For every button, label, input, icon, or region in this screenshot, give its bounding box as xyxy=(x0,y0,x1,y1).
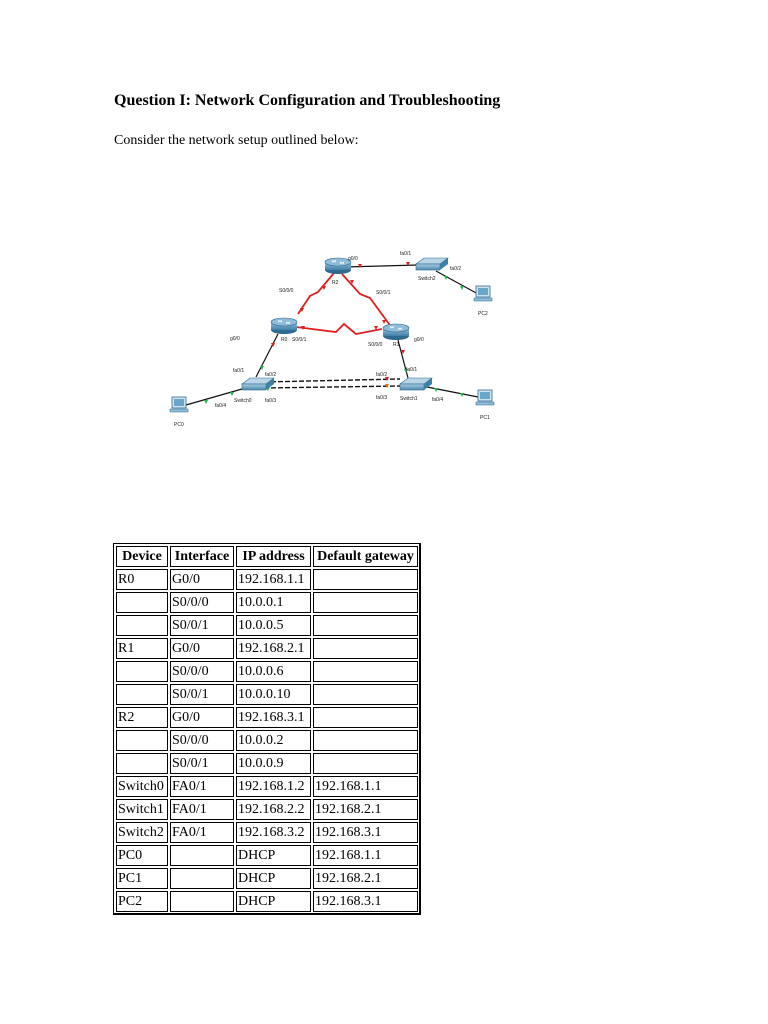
cell-default-gateway xyxy=(313,661,418,682)
table-header-row xyxy=(116,546,418,567)
table-row xyxy=(116,707,418,728)
cell-default-gateway xyxy=(313,638,418,659)
cell-ip-address: 192.168.1.1 xyxy=(236,569,311,590)
label-pc2: PC2 xyxy=(478,311,488,317)
header-device: Device xyxy=(116,546,168,567)
cell-device: Switch2 xyxy=(116,822,168,843)
cell-ip-address: 192.168.2.1 xyxy=(236,638,311,659)
table-row xyxy=(116,891,418,912)
table-row xyxy=(116,569,418,590)
cell-ip-address: 192.168.1.2 xyxy=(236,776,311,797)
label-switch1: Switch1 xyxy=(400,396,418,402)
link-sw0-sw1-fa03 xyxy=(264,386,400,388)
cell-ip-address: 10.0.0.6 xyxy=(236,661,311,682)
port-down-marker xyxy=(382,320,386,324)
cell-device xyxy=(116,615,168,636)
pc0-icon[interactable] xyxy=(170,397,188,412)
links xyxy=(186,265,478,405)
table-row xyxy=(116,661,418,682)
cell-ip-address: 10.0.0.2 xyxy=(236,730,311,751)
cell-default-gateway: 192.168.1.1 xyxy=(313,845,418,866)
cell-interface: S0/0/0 xyxy=(170,730,234,751)
cell-interface xyxy=(170,868,234,889)
serial-link-r2-r0 xyxy=(298,273,334,314)
label-pc1: PC1 xyxy=(480,415,490,421)
cell-default-gateway: 192.168.2.1 xyxy=(313,868,418,889)
cell-device xyxy=(116,730,168,751)
port-label: fa0/1 xyxy=(400,251,412,257)
cell-ip-address: DHCP xyxy=(236,868,311,889)
link-r2-switch2 xyxy=(344,265,418,267)
label-switch2: Switch2 xyxy=(418,276,436,282)
pc2-icon[interactable] xyxy=(474,286,492,301)
cell-default-gateway: 192.168.2.1 xyxy=(313,799,418,820)
port-up-marker xyxy=(204,400,208,404)
port-label: fa0/3 xyxy=(265,398,277,404)
cell-interface: S0/0/1 xyxy=(170,615,234,636)
port-label: g0/0 xyxy=(230,336,240,342)
cell-device: R0 xyxy=(116,569,168,590)
pc1-icon[interactable] xyxy=(476,390,494,405)
port-label: fa0/2 xyxy=(450,266,462,272)
port-label: fa0/4 xyxy=(432,397,444,403)
cell-interface: S0/0/0 xyxy=(170,592,234,613)
cell-default-gateway: 192.168.3.1 xyxy=(313,822,418,843)
port-up-marker xyxy=(444,276,448,280)
port-label: fa0/4 xyxy=(215,403,227,409)
cell-ip-address: DHCP xyxy=(236,845,311,866)
table-row xyxy=(116,638,418,659)
cell-interface: G0/0 xyxy=(170,638,234,659)
cell-interface: G0/0 xyxy=(170,569,234,590)
table-row xyxy=(116,776,418,797)
label-r0: R0 xyxy=(281,337,288,343)
cell-ip-address: 10.0.0.9 xyxy=(236,753,311,774)
cell-device xyxy=(116,592,168,613)
cell-default-gateway xyxy=(313,615,418,636)
cell-ip-address: 10.0.0.10 xyxy=(236,684,311,705)
cell-default-gateway xyxy=(313,684,418,705)
cell-default-gateway xyxy=(313,592,418,613)
port-label: fa0/1 xyxy=(233,368,245,374)
cell-default-gateway xyxy=(313,707,418,728)
port-label: g0/0 xyxy=(348,256,358,262)
cell-device: R2 xyxy=(116,707,168,728)
cell-ip-address: DHCP xyxy=(236,891,311,912)
table-row xyxy=(116,868,418,889)
table-row xyxy=(116,822,418,843)
cell-device xyxy=(116,753,168,774)
switch2[interactable] xyxy=(416,258,448,270)
switch1[interactable] xyxy=(400,378,432,390)
port-label: fa0/2 xyxy=(376,372,388,378)
port-up-marker xyxy=(460,393,464,397)
cell-interface xyxy=(170,845,234,866)
cell-device xyxy=(116,661,168,682)
cell-interface xyxy=(170,891,234,912)
cell-default-gateway xyxy=(313,730,418,751)
table-row xyxy=(116,799,418,820)
cell-ip-address: 10.0.0.5 xyxy=(236,615,311,636)
label-r2: R2 xyxy=(332,280,339,286)
cell-interface: FA0/1 xyxy=(170,776,234,797)
cell-default-gateway: 192.168.3.1 xyxy=(313,891,418,912)
link-sw0-sw1-fa02 xyxy=(264,379,400,382)
table-row xyxy=(116,845,418,866)
header-interface: Interface xyxy=(170,546,234,567)
header-ip-address: IP address xyxy=(236,546,311,567)
cell-device: Switch1 xyxy=(116,799,168,820)
cell-ip-address: 192.168.3.1 xyxy=(236,707,311,728)
cell-interface: S0/0/0 xyxy=(170,661,234,682)
port-label: g0/0 xyxy=(414,337,424,343)
link-r0-switch0 xyxy=(256,334,278,377)
router-r1[interactable] xyxy=(383,324,409,340)
port-up-marker xyxy=(434,388,438,392)
intro-text: Consider the network setup outlined below: xyxy=(114,133,359,148)
port-label: fa0/2 xyxy=(265,372,277,378)
table-row xyxy=(116,592,418,613)
ip-address-table-container xyxy=(113,543,421,915)
cell-device: PC2 xyxy=(116,891,168,912)
link-switch2-pc2 xyxy=(436,271,478,294)
cell-device xyxy=(116,684,168,705)
cell-interface: FA0/1 xyxy=(170,822,234,843)
label-switch0: Switch0 xyxy=(234,398,252,404)
port-label: S0/0/0 xyxy=(368,342,383,348)
cell-ip-address: 10.0.0.1 xyxy=(236,592,311,613)
cell-device: R1 xyxy=(116,638,168,659)
cell-device: PC0 xyxy=(116,845,168,866)
cell-device: PC1 xyxy=(116,868,168,889)
cell-interface: G0/0 xyxy=(170,707,234,728)
cell-default-gateway xyxy=(313,569,418,590)
cell-ip-address: 192.168.2.2 xyxy=(236,799,311,820)
network-topology-diagram xyxy=(160,240,510,440)
table-row xyxy=(116,730,418,751)
header-default-gateway: Default gateway xyxy=(313,546,418,567)
cell-default-gateway xyxy=(313,753,418,774)
label-r1: R1 xyxy=(393,342,400,348)
cell-interface: S0/0/1 xyxy=(170,753,234,774)
cell-interface: FA0/1 xyxy=(170,799,234,820)
port-up-marker xyxy=(230,392,234,396)
cell-default-gateway: 192.168.1.1 xyxy=(313,776,418,797)
port-label: S0/0/0 xyxy=(279,288,294,294)
port-label: S0/0/1 xyxy=(292,337,307,343)
port-down-marker xyxy=(322,286,326,290)
table-row xyxy=(116,615,418,636)
cell-ip-address: 192.168.3.2 xyxy=(236,822,311,843)
port-label: fa0/3 xyxy=(376,395,388,401)
label-pc0: PC0 xyxy=(174,422,184,428)
port-up-marker xyxy=(460,286,464,290)
port-label: S0/0/1 xyxy=(376,290,391,296)
link-switch1-pc1 xyxy=(422,386,478,397)
serial-link-r0-r1 xyxy=(296,324,382,334)
table-row xyxy=(116,684,418,705)
router-r0[interactable] xyxy=(271,318,297,334)
cell-interface: S0/0/1 xyxy=(170,684,234,705)
ip-address-table xyxy=(113,543,421,915)
cell-device: Switch0 xyxy=(116,776,168,797)
table-row xyxy=(116,753,418,774)
serial-link-r2-r1 xyxy=(342,274,392,328)
port-label: fa0/1 xyxy=(406,367,418,373)
question-heading: Question I: Network Configuration and Troubleshooting xyxy=(114,92,501,109)
